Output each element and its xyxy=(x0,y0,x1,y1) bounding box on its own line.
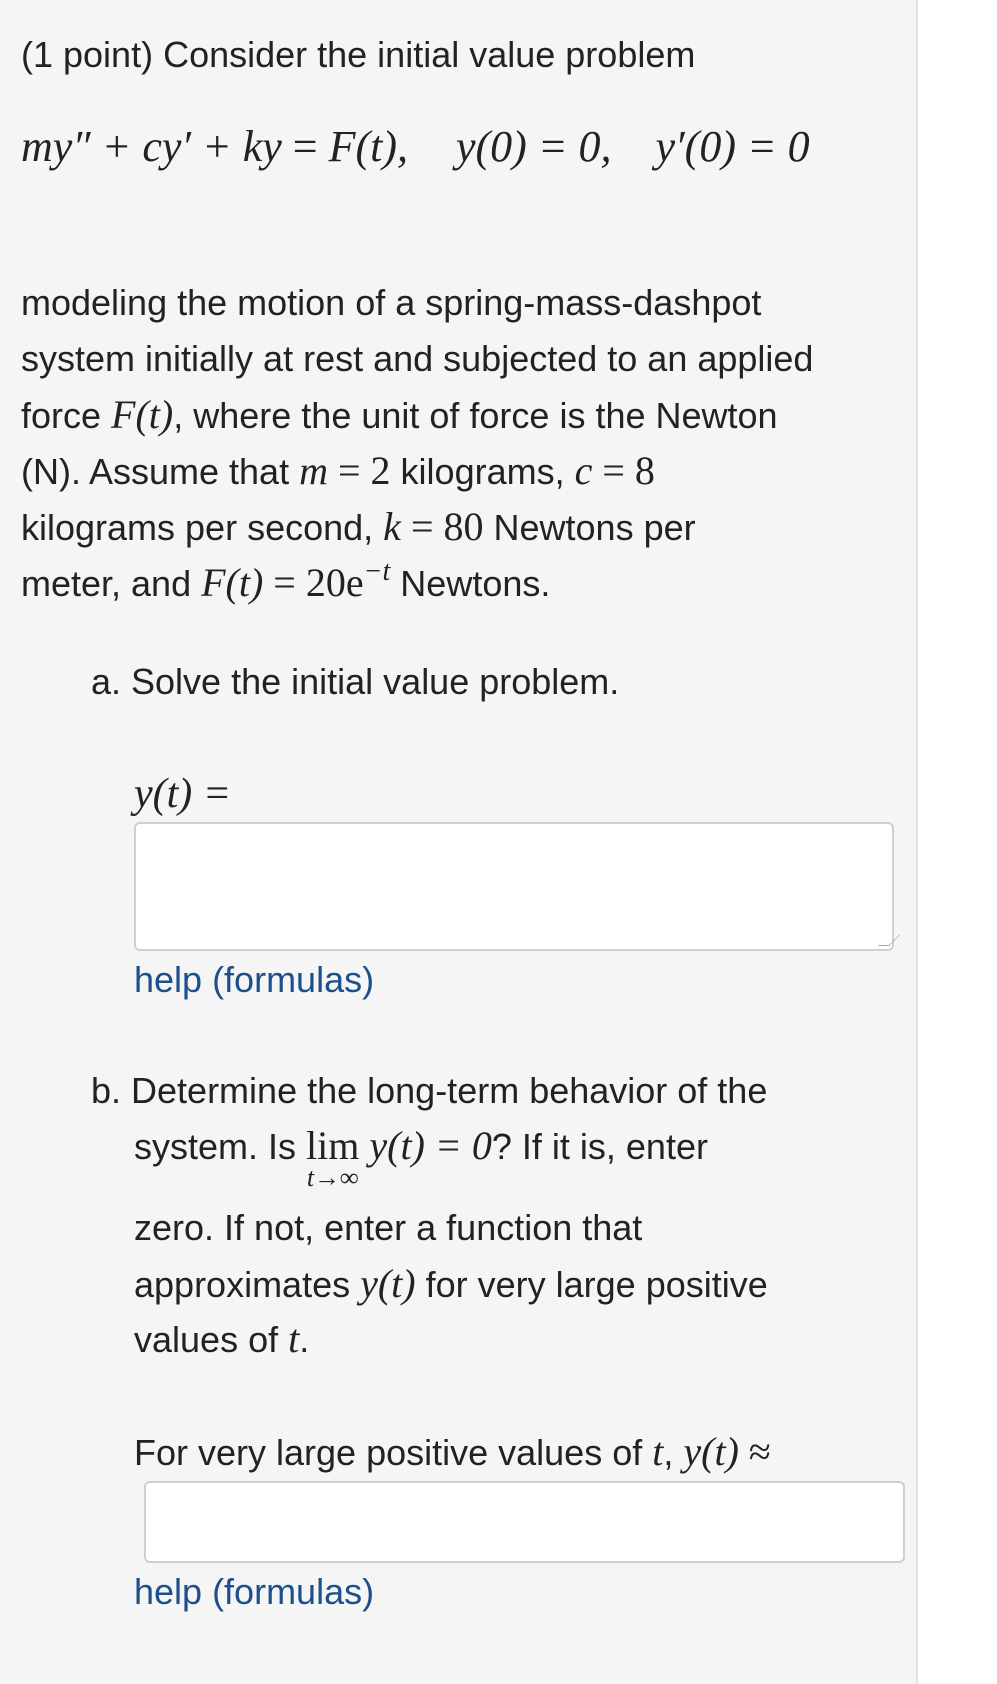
ode-lhs: my″ + cy′ + ky xyxy=(21,122,282,171)
part-a-answer-input[interactable] xyxy=(134,822,894,951)
part-a-label: a. Solve the initial value problem. xyxy=(91,661,620,702)
ode-equation: my″ + cy′ + ky = F(t), y(0) = 0, y′(0) = 0 xyxy=(21,122,810,171)
para-line-6: meter, and $F(t) = 20e^{-t}$ Newtons. xyxy=(21,556,551,605)
math-F-of-t: F(t) xyxy=(111,392,174,437)
initial-condition-1: y(0) = 0, xyxy=(456,122,612,171)
problem-intro: (1 point) Consider the initial value problem xyxy=(21,34,696,75)
part-b-line-5: values of t. xyxy=(134,1316,310,1361)
para-line-3: force F(t), where the unit of force is the Newton xyxy=(21,392,778,437)
resize-grip-icon[interactable] xyxy=(878,935,900,946)
ode-rhs: F(t), xyxy=(328,122,408,171)
part-b-line-4: approximates y(t) for very large positive xyxy=(134,1261,768,1306)
part-b-answer-label: For very large positive values of t, y(t) ≈ xyxy=(134,1429,771,1474)
part-b-help-link[interactable]: help (formulas) xyxy=(134,1571,375,1612)
para-line-5: kilograms per second, k = 80 Newtons per xyxy=(21,504,696,549)
part-b-line-3: zero. If not, enter a function that xyxy=(134,1207,643,1248)
para-line-1: modeling the motion of a spring-mass-dashpot xyxy=(21,282,762,323)
para-line-4: (N). Assume that m = 2 kilograms, c = 8 xyxy=(21,448,655,493)
part-b-line-2: system. Is lim t→∞ y(t) = 0? If it is, enter xyxy=(134,1118,708,1175)
part-b-answer-input[interactable] xyxy=(144,1481,905,1563)
para-line-2: system initially at rest and subjected to an applied xyxy=(21,338,814,379)
part-b-line-1: b. Determine the long-term behavior of the xyxy=(91,1070,768,1111)
limit-expression: lim t→∞ xyxy=(306,1123,360,1192)
part-a-answer-label: y(t) = xyxy=(134,771,232,817)
initial-condition-2: y′(0) = 0 xyxy=(655,122,810,171)
part-a-help-link[interactable]: help (formulas) xyxy=(134,959,375,1000)
